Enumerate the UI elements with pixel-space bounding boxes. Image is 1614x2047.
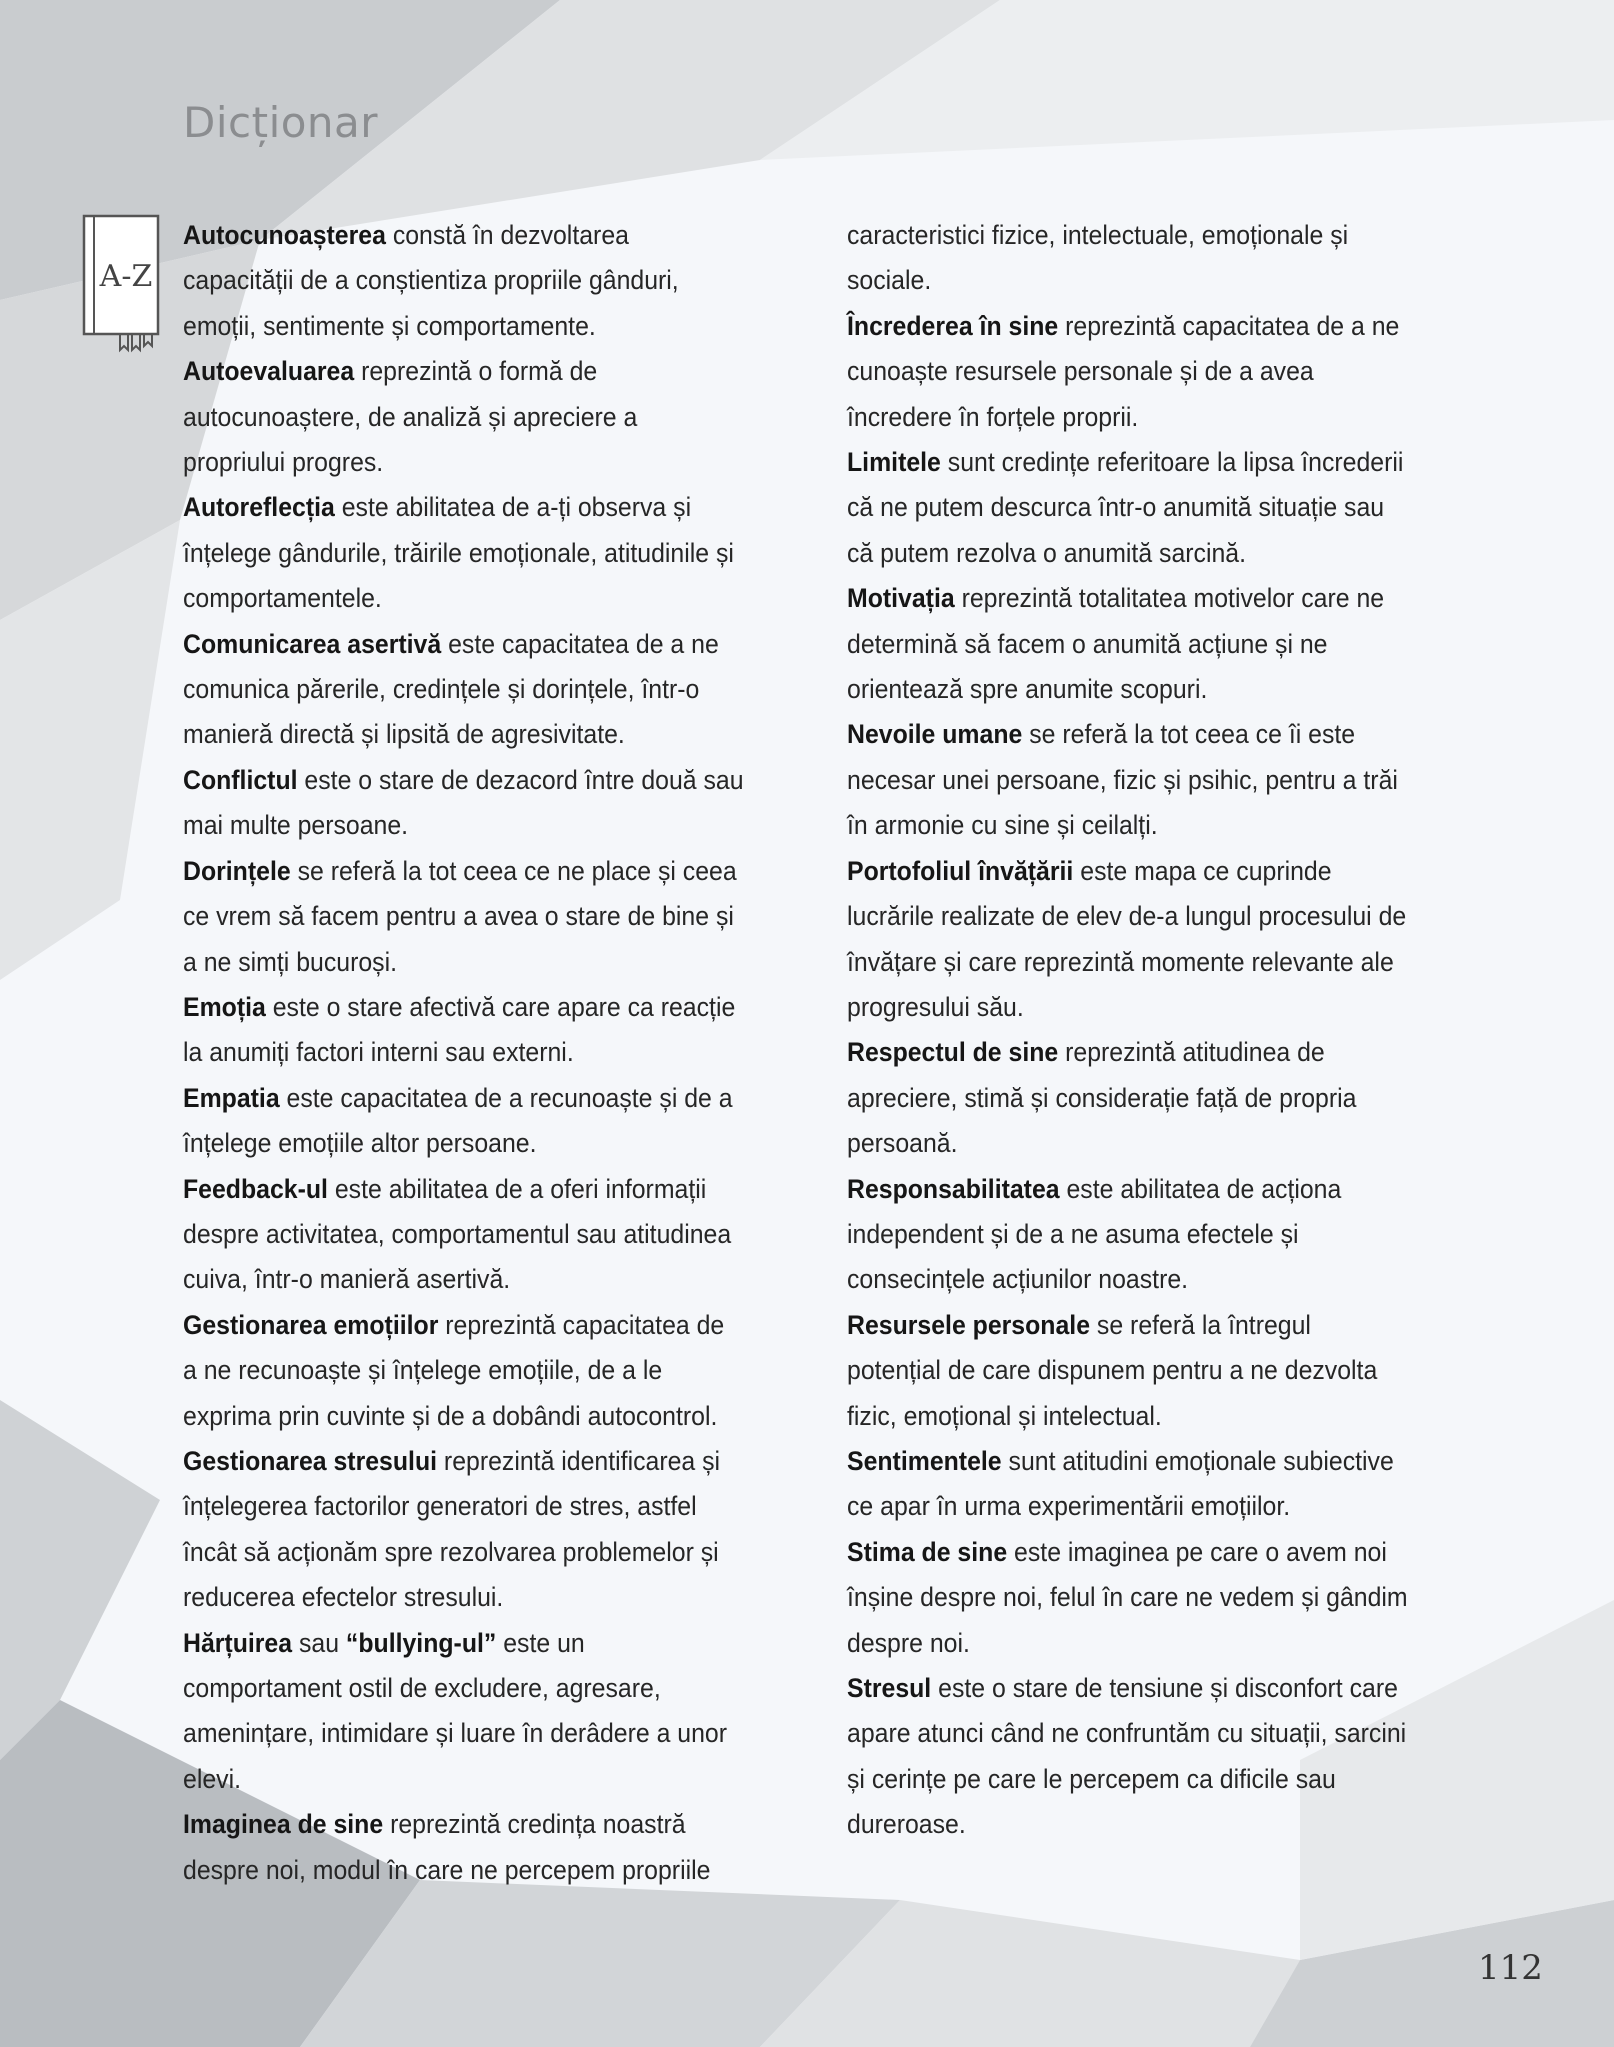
glossary-entry [847,1666,1408,1848]
term: Autoevaluarea [183,356,355,387]
term: Hărțuirea [183,1627,293,1658]
definition: reprezintă atitudinea de apreciere, stimă și considerație față de propria persoană. [847,1037,1357,1159]
glossary-entry [847,1030,1408,1166]
definition: este abilitatea de a-ți observa și înțelege gândurile, trăirile emoționale, atitudinile și comportamentele. [183,492,734,614]
term: Autoreflecția [183,492,335,523]
definition: este un comportament ostil de excludere, agresare, amenințare, intimidare și luare în derâdere a unor elevi. [183,1627,728,1794]
term: Nevoile umane [847,719,1023,750]
glossary-entry [183,1621,744,1803]
definition: este mapa ce cuprinde lucrările realizate de elev de-a lungul procesului de învățare și care reprezintă momente relevante ale progresului său. [847,855,1407,1022]
definition: se referă la tot ceea ce îi este necesar unei persoane, fizic și psihic, pentru a trăi în armonie cu sine și ceilalți. [847,719,1398,841]
term: Dorințele [183,855,291,886]
glossary-entry [183,349,744,485]
definition: este imaginea pe care o avem noi înșine despre noi, felul în care ne vedem și gândim despre noi. [847,1536,1408,1658]
glossary-entry [847,1530,1408,1666]
glossary-entry [183,1303,744,1439]
definition: reprezintă credința noastră despre noi, modul în care ne percepem propriile [183,1809,711,1885]
term: Portofoliul învățării [847,855,1074,886]
glossary-entry [183,985,744,1076]
definition: reprezintă totalitatea motivelor care ne determină să facem o anumită acțiune și ne orientează spre anumite scopuri. [847,583,1385,705]
term: Limitele [847,447,941,478]
glossary-entry [847,1167,1408,1303]
term: Încrederea în sine [847,310,1059,341]
definition: reprezintă o formă de autocunoaștere, de analiză și apreciere a propriului progres. [183,356,638,478]
term: Imaginea de sine [183,1809,384,1840]
connector-text: sau [292,1627,346,1658]
glossary-entry [183,1167,744,1303]
term: Responsabilitatea [847,1173,1060,1204]
definition: este abilitatea de a oferi informații despre activitatea, comportamentul sau atitudinea cuiva, într-o manieră asertivă. [183,1173,732,1295]
term: Feedback-ul [183,1173,328,1204]
term: Sentimentele [847,1445,1002,1476]
glossary-entry [183,849,744,985]
glossary-entry [847,1303,1408,1439]
svg-text:A-Z: A-Z [99,259,153,294]
glossary-entry [183,485,744,621]
glossary-entry [847,440,1408,576]
term: Stresul [847,1673,932,1703]
definition: reprezintă identificarea și înțelegerea factorilor generatori de stres, astfel încât să acționăm spre rezolvarea problemelor și reducerea efectelor stresului. [183,1445,721,1613]
term: Autocunoașterea [183,220,386,250]
term: Conflictul [183,764,298,795]
glossary-entry [183,1802,744,1893]
glossary-entry-continued [847,213,1408,304]
definition: este capacitatea de a ne comunica părerile, credințele și dorințele, într-o manieră directă și lipsită de agresivitate. [183,628,719,750]
definition: caracteristici fizice, intelectuale, emoționale și sociale. [847,220,1349,296]
glossary-entry [847,849,1408,1031]
definition: este capacitatea de a recunoaște și de a înțelege emoțiile altor persoane. [183,1082,733,1159]
term: “bullying-ul” [345,1627,497,1658]
term: Resursele personale [847,1309,1091,1340]
page-number: 112 [1478,1948,1543,1988]
dictionary-az-icon [80,214,166,365]
definition: reprezintă capacitatea de a ne recunoaște și înțelege emoțiile, de a le exprima prin cuvinte și de a dobândi autocontrol. [183,1309,725,1431]
term: Comunicarea asertivă [183,628,442,659]
glossary-entry [183,758,744,849]
term: Gestionarea stresului [183,1445,438,1476]
glossary-entry [847,304,1408,440]
term: Emoția [183,991,266,1022]
glossary-entry [183,213,744,349]
glossary-entry [847,712,1408,848]
definition: este abilitatea de acționa independent și de a ne asuma efectele și consecințele acțiunilor noastre. [847,1173,1342,1295]
glossary-entry [183,1076,744,1167]
glossary-entry [183,622,744,758]
glossary-entry [183,1439,744,1621]
definition: sunt credințe referitoare la lipsa încrederii că ne putem descurca într-o anumită situație sau că putem rezolva o anumită sarcină. [847,447,1404,568]
definition: se referă la întregul potențial de care dispunem pentru a ne dezvolta fizic, emoțional și intelectual. [847,1309,1378,1431]
definition: se referă la tot ceea ce ne place și ceea ce vrem să facem pentru a avea o stare de bine și a ne simți bucuroși. [183,855,737,977]
definition: constă în dezvoltarea capacității de a conștientiza propriile gânduri, emoții, sentimente și comportamente. [183,220,679,341]
definition: este o stare de dezacord între două sau mai multe persoane. [183,764,744,841]
definition: este o stare afectivă care apare ca reacție la anumiți factori interni sau externi. [183,991,736,1068]
term: Respectul de sine [847,1037,1059,1068]
left-column [183,213,744,1893]
term: Motivația [847,583,955,614]
term: Stima de sine [847,1536,1008,1567]
definition: reprezintă capacitatea de a ne cunoaște resursele personale și de a avea încredere în forțele proprii. [847,310,1400,432]
term: Gestionarea emoțiilor [183,1309,439,1340]
page-title: Dicționar [183,98,379,147]
definition: este o stare de tensiune și disconfort care apare atunci când ne confruntăm cu situații, sarcini și cerințe pe care le percepem ca dificile sau dureroase. [847,1673,1407,1840]
right-column [847,213,1408,1848]
term: Empatia [183,1082,280,1113]
definition: sunt atitudini emoționale subiective ce apar în urma experimentării emoțiilor. [847,1445,1394,1522]
glossary-entry [847,1439,1408,1530]
glossary-entry [847,576,1408,712]
